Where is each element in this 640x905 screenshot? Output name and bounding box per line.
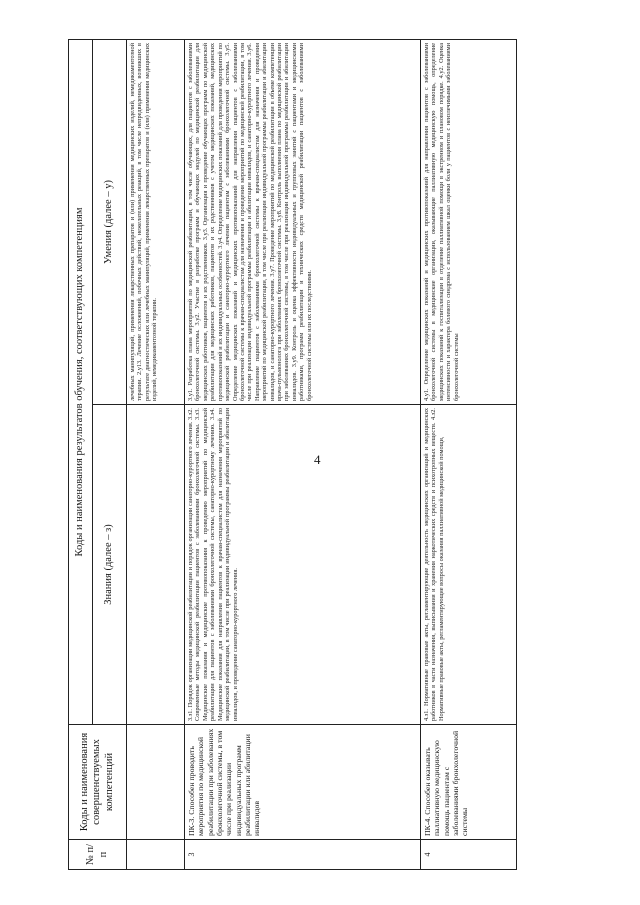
header-skills: Умения (далее – у) bbox=[93, 39, 127, 404]
row-number-empty bbox=[127, 840, 185, 870]
table-row bbox=[127, 39, 185, 869]
header-row bbox=[69, 39, 93, 869]
row-number: 4 bbox=[421, 840, 517, 870]
header-knowledge: Знания (далее – з) bbox=[93, 405, 127, 725]
knowledge-empty bbox=[127, 405, 185, 725]
competence-empty bbox=[127, 725, 185, 840]
competence-cell: ПК-4. Способен оказывать паллиативную медицинскую помощь пациентам с заболеваниями бронхолегочной системы bbox=[421, 725, 517, 840]
header-num: № п/п bbox=[69, 840, 127, 870]
competence-cell: ПК-3. Способен проводить мероприятия по медицинской реабилитации при заболеваниях бронхолегочной системы, в том числе при реализации индивидуальных программ реабилитации или абилитации инвалидов bbox=[185, 725, 421, 840]
knowledge-cell: 4.з1. Нормативные правовые акты, регламентирующие деятельность медицинских организаций и медицинских работников в части назначения, выписывания и хранения наркотических средств и психотропных веществ. 4.з2. Нормативные правовые акты, регламентирующие вопросы оказания паллиативной медицинской помощи, bbox=[421, 405, 517, 725]
table-row bbox=[421, 39, 517, 869]
knowledge-cell: 3.з1. Порядок организации медицинской реабилитации и порядок организации санаторно-курортного лечения. 3.з2. Современные методы медицинской реабилитации пациентов с заболеваниями бронхолегочной системы. 3.з3. Медицинские показания и медицинские противопоказания к проведению мероприятий по медицинской реабилитации для пациентов с заболеваниями бронхолегочной системы, санаторно-курортному лечению. 3.з4. Медицинские показания для направления пациентов к врачам-специалистам для назначения мероприятий по медицинской реабилитации, в том числе при реализации индивидуальной программы реабилитации и абилитации инвалидов, и проведение санаторно-курортного лечения. bbox=[185, 405, 421, 725]
page-number: 4 bbox=[314, 452, 321, 467]
skills-cell: 3.у1. Разработка плана мероприятий по медицинской реабилитации, в том числе обучающих, для пациентов с заболеваниями бронхолегочной системы. 3.у2. Участие в разработке программ и обучающих модулей по медицинской реабилитации для медицинских работников, пациентов и их родственников. 3.у3. Организация и проведение обучающих программ по медицинской реабилитации для медицинских работников, пациентов и их родственников с учетом медицинских показаний, медицинских противопоказаний и их индивидуальных особенностей. 3.у4. Определение медицинских показаний для проведения мероприятий по медицинской реабилитации и санаторно-курортного лечения пациентам с заболеваниями бронхолегочной системы. 3.у5. Определение медицинских показаний и медицинских противопоказаний для направления пациентов с заболеваниями бронхолегочной системы к врачам-специалистам для назначения и проведения мероприятий по медицинской реабилитации, в том числе при реализации индивидуальной программы реабилитации и абилитации инвалидов, и санаторно-курортного лечения. 3.у6. Направление пациентов с заболеваниями бронхолегочной системы к врачам-специалистам для назначения и проведения мероприятий по медицинской реабилитации, в том числе при реализации индивидуальной программы реабилитации и абилитации инвалидов, и санаторно-курортного лечения. 3.у7. Проведение мероприятий по медицинской реабилитации в объеме компетенции врача-пульмонолога при заболеваниях бронхолегочной системы. 3.у8. Контроль выполнения плана по медицинской реабилитации при заболеваниях бронхолегочной системы, в том числе при реализации индивидуальной программы реабилитации и абилитации инвалидов. 3.у9. Контроль и оценка эффективности индивидуальных и групповых занятий с пациентами и медицинскими работниками, программ реабилитации и технических средств медицинской реабилитации пациентов с заболеваниями бронхолегочной системы или их последствиями. bbox=[185, 39, 421, 404]
row-number: 3 bbox=[185, 840, 421, 870]
skills-cell: лечебных манипуляций, применения лекарственных препаратов и (или) применения медицинских изделий, немедикаментозной терапии. 2.у13. Лечение осложнений, побочных действий, нежелательных реакций, в том числе непредвиденных, возникших в результате диагностических или лечебных манипуляций, применения лекарственных препаратов и (или) применения медицинских изделий, немедикаментозной терапии. bbox=[127, 39, 185, 404]
header-codes: Коды и наименования совершенствуемых компетенций bbox=[69, 725, 127, 840]
table-row bbox=[185, 39, 421, 869]
header-results: Коды и наименования результатов обучения, соответствующих компетенциям bbox=[69, 39, 93, 724]
skills-cell: 4.у1. Определение медицинских показаний и медицинских противопоказаний для направления пациентов с заболеваниями бронхолегочной системы в медицинские организации, оказывающие паллиативную медицинскую помощь, определение медицинских показаний к госпитализации в отделение паллиативной помощи в экстренном и плановом порядке. 4.у2. Оценка интенсивности и характера болевого синдрома с использованием шкал оценки боли у пациентов с неизлечимыми заболеваниями бронхолегочной системы bbox=[421, 39, 517, 404]
rotated-table-wrapper bbox=[68, 40, 516, 870]
competency-table bbox=[68, 39, 517, 870]
